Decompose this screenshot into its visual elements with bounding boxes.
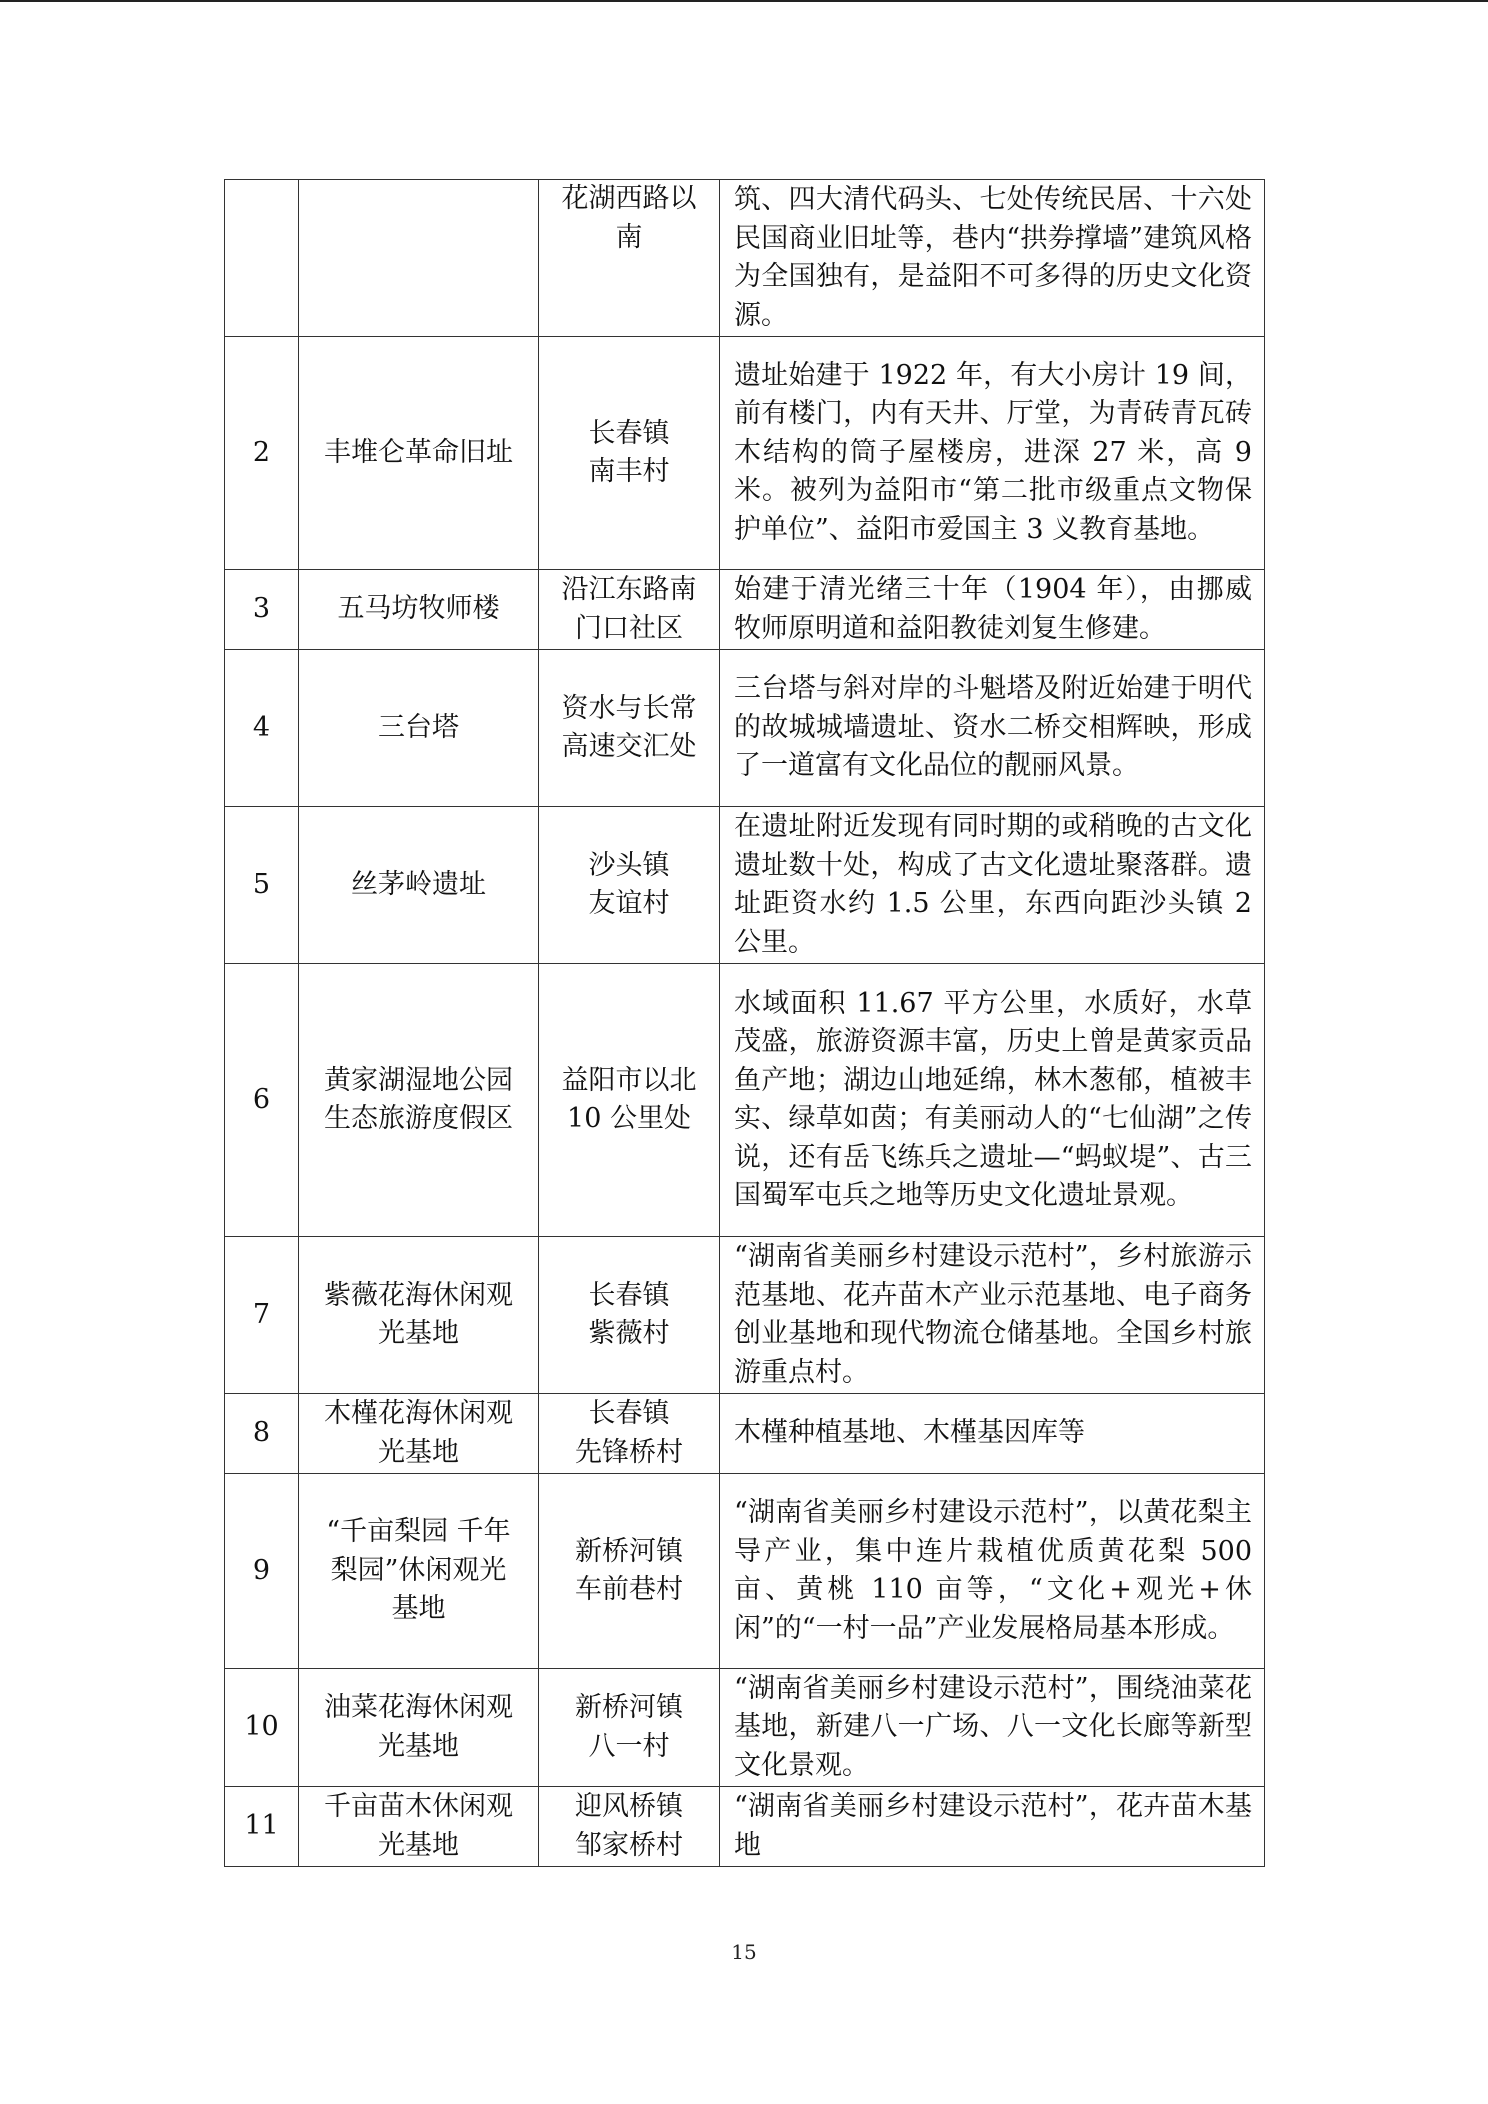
site-name: 丝茅岭遗址 — [299, 807, 539, 964]
table-row — [225, 964, 1265, 1237]
table-row — [225, 180, 1265, 337]
row-number: 6 — [225, 964, 299, 1237]
site-name: 油菜花海休闲观 光基地 — [299, 1669, 539, 1787]
site-name: 木槿花海休闲观 光基地 — [299, 1394, 539, 1474]
site-description: “湖南省美丽乡村建设示范村”，花卉苗木基地 — [720, 1787, 1265, 1867]
row-number: 8 — [225, 1394, 299, 1474]
table-row — [225, 1787, 1265, 1867]
table-row — [225, 1474, 1265, 1669]
site-location: 沿江东路南 门口社区 — [539, 570, 720, 650]
row-number: 9 — [225, 1474, 299, 1669]
row-number — [225, 180, 299, 337]
site-location: 新桥河镇 八一村 — [539, 1669, 720, 1787]
table-row — [225, 1394, 1265, 1474]
site-location: 长春镇 南丰村 — [539, 337, 720, 570]
site-location: 资水与长常 高速交汇处 — [539, 650, 720, 807]
site-description: 遗址始建于 1922 年，有大小房计 19 间，前有楼门，内有天井、厅堂，为青砖青瓦砖木结构的筒子屋楼房，进深 27 米，高 9 米。被列为益阳市“第二批市级重点文物保护单位”、益阳市爱国主 3 义教育基地。 — [720, 337, 1265, 570]
row-number: 5 — [225, 807, 299, 964]
row-number: 10 — [225, 1669, 299, 1787]
table-row — [225, 570, 1265, 650]
site-description: 在遗址附近发现有同时期的或稍晚的古文化遗址数十处，构成了古文化遗址聚落群。遗址距资水约 1.5 公里，东西向距沙头镇 2 公里。 — [720, 807, 1265, 964]
table-row — [225, 1237, 1265, 1394]
site-location: 新桥河镇 车前巷村 — [539, 1474, 720, 1669]
site-description: “湖南省美丽乡村建设示范村”，以黄花梨主导产业，集中连片栽植优质黄花梨 500 亩、黄桃 110 亩等，“文化+观光+休闲”的“一村一品”产业发展格局基本形成。 — [720, 1474, 1265, 1669]
table-row — [225, 337, 1265, 570]
site-location: 花湖西路以 南 — [539, 180, 720, 337]
site-name: 五马坊牧师楼 — [299, 570, 539, 650]
site-location: 迎风桥镇 邹家桥村 — [539, 1787, 720, 1867]
site-location: 长春镇 先锋桥村 — [539, 1394, 720, 1474]
site-name: 紫薇花海休闲观 光基地 — [299, 1237, 539, 1394]
site-description: 三台塔与斜对岸的斗魁塔及附近始建于明代的故城城墙遗址、资水二桥交相辉映，形成了一道富有文化品位的靓丽风景。 — [720, 650, 1265, 807]
row-number: 7 — [225, 1237, 299, 1394]
table-row — [225, 650, 1265, 807]
site-name — [299, 180, 539, 337]
site-name: 黄家湖湿地公园 生态旅游度假区 — [299, 964, 539, 1237]
row-number: 2 — [225, 337, 299, 570]
row-number: 3 — [225, 570, 299, 650]
row-number: 4 — [225, 650, 299, 807]
site-description: 筑、四大清代码头、七处传统民居、十六处民国商业旧址等，巷内“拱券撑墙”建筑风格为全国独有，是益阳不可多得的历史文化资源。 — [720, 180, 1265, 337]
table-row — [225, 1669, 1265, 1787]
heritage-sites-table — [224, 179, 1265, 1867]
row-number: 11 — [225, 1787, 299, 1867]
site-description: “湖南省美丽乡村建设示范村”，围绕油菜花基地，新建八一广场、八一文化长廊等新型文化景观。 — [720, 1669, 1265, 1787]
site-description: “湖南省美丽乡村建设示范村”，乡村旅游示范基地、花卉苗木产业示范基地、电子商务创业基地和现代物流仓储基地。全国乡村旅游重点村。 — [720, 1237, 1265, 1394]
site-name: 千亩苗木休闲观 光基地 — [299, 1787, 539, 1867]
site-name: “千亩梨园 千年 梨园”休闲观光 基地 — [299, 1474, 539, 1669]
site-description: 木槿种植基地、木槿基因库等 — [720, 1394, 1265, 1474]
table-row — [225, 807, 1265, 964]
site-location: 长春镇 紫薇村 — [539, 1237, 720, 1394]
page-top-border — [0, 0, 1488, 2]
site-location: 沙头镇 友谊村 — [539, 807, 720, 964]
site-name: 丰堆仑革命旧址 — [299, 337, 539, 570]
site-description: 水域面积 11.67 平方公里，水质好，水草茂盛，旅游资源丰富，历史上曾是黄家贡品鱼产地；湖边山地延绵，林木葱郁，植被丰实、绿草如茵；有美丽动人的“七仙湖”之传说，还有岳飞练兵之遗址—“蚂蚁堤”、古三国蜀军屯兵之地等历史文化遗址景观。 — [720, 964, 1265, 1237]
site-name: 三台塔 — [299, 650, 539, 807]
page-number: 15 — [731, 1940, 757, 1964]
site-location: 益阳市以北 10 公里处 — [539, 964, 720, 1237]
site-description: 始建于清光绪三十年（1904 年），由挪威牧师原明道和益阳教徒刘复生修建。 — [720, 570, 1265, 650]
